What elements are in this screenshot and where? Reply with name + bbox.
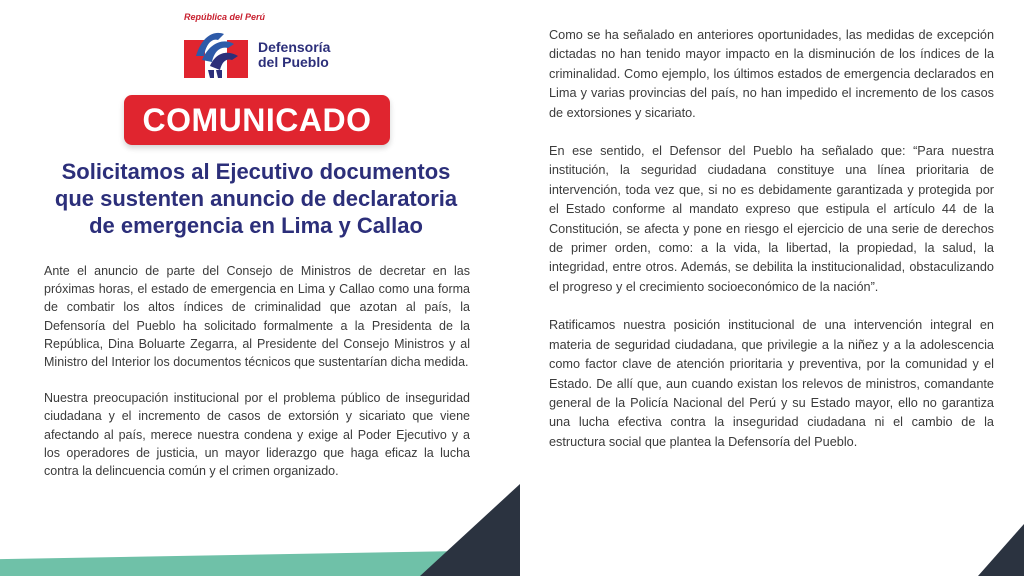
- body-paragraph: En ese sentido, el Defensor del Pueblo ha señalado que: “Para nuestra institución, la seguridad ciudadana constituye una línea prioritaria de intervención, toda vez que, si no es debidamente garantizada y protegida por el Estado conforme al mandato expreso que estipula el artículo 44 de la Constitución, se afecta y pone en riesgo el ejercicio de una serie de derechos de primer orden, como: a la vida, la libertad, la propiedad, la salud, la integridad, entre otros. Además, se debilita la institucionalidad, obstaculizando el progreso y el crecimiento socioeconómico de la nación”.: [549, 144, 994, 294]
- headline: [18, 158, 494, 239]
- comunicado-badge: COMUNICADO: [124, 95, 390, 145]
- logo-wordmark: [258, 40, 330, 70]
- hands-emblem-icon: [184, 26, 250, 78]
- logo-name-line1: Defensoría: [258, 39, 331, 55]
- dark-triangle-decoration-right: [978, 524, 1024, 576]
- left-column: [44, 262, 470, 498]
- body-paragraph: Ante el anuncio de parte del Consejo de Ministros de decretar en las próximas horas, el estado de emergencia en Lima y Callao como una forma de combatir los altos índices de criminalidad que azotan al país, la Defensoría del Pueblo ha solicitado formalmente a la Presidenta de la República, Dina Boluarte Zegarra, al Presidente del Consejo Ministros y al Ministro del Interior los documentos técnicos que sustentarían dicha medida.: [44, 264, 470, 370]
- headline-line3: de emergencia en Lima y Callao: [89, 213, 423, 238]
- logo-arc-text: República del Perú: [184, 12, 266, 22]
- defensoria-logo: [184, 12, 344, 74]
- body-paragraph: Ratificamos nuestra posición institucional de una intervención integral en materia de seguridad ciudadana, que privilegie a la niñez y a la adolescencia como factor clave de atención prioritaria y preventiva, por la comunidad y el Estado. De allí que, aun cuando existan los relevos de ministros, comandante general de la Policía Nacional del Perú y su Estado mayor, ello no garantiza una lucha efectiva contra la inseguridad ciudadana ni el cambio de la estructura social que plantea la Defensoría del Pueblo.: [549, 318, 994, 449]
- body-paragraph: Nuestra preocupación institucional por el problema público de inseguridad ciudadana y el incremento de casos de extorsión y sicariato que viene afectando al país, merece nuestra condena y exige al Poder Ejecutivo y a los operadores de justicia, un mayor liderazgo que haga eficaz la lucha contra la delincuencia común y el crimen organizado.: [44, 391, 470, 479]
- right-column: [549, 26, 994, 471]
- body-paragraph: Como se ha señalado en anteriores oportunidades, las medidas de excepción dictadas no han tenido mayor impacto en la disminución de los índices de la criminalidad. Como ejemplo, los últimos estados de emergencia declarados en Lima y varias provincias del país, no han impedido el incremento de los casos de extorsiones y sicariato.: [549, 28, 994, 120]
- headline-line2: que sustenten anuncio de declaratoria: [54, 186, 458, 211]
- headline-line1: Solicitamos al Ejecutivo documentos: [61, 159, 451, 184]
- logo-name-line2: del Pueblo: [258, 54, 329, 70]
